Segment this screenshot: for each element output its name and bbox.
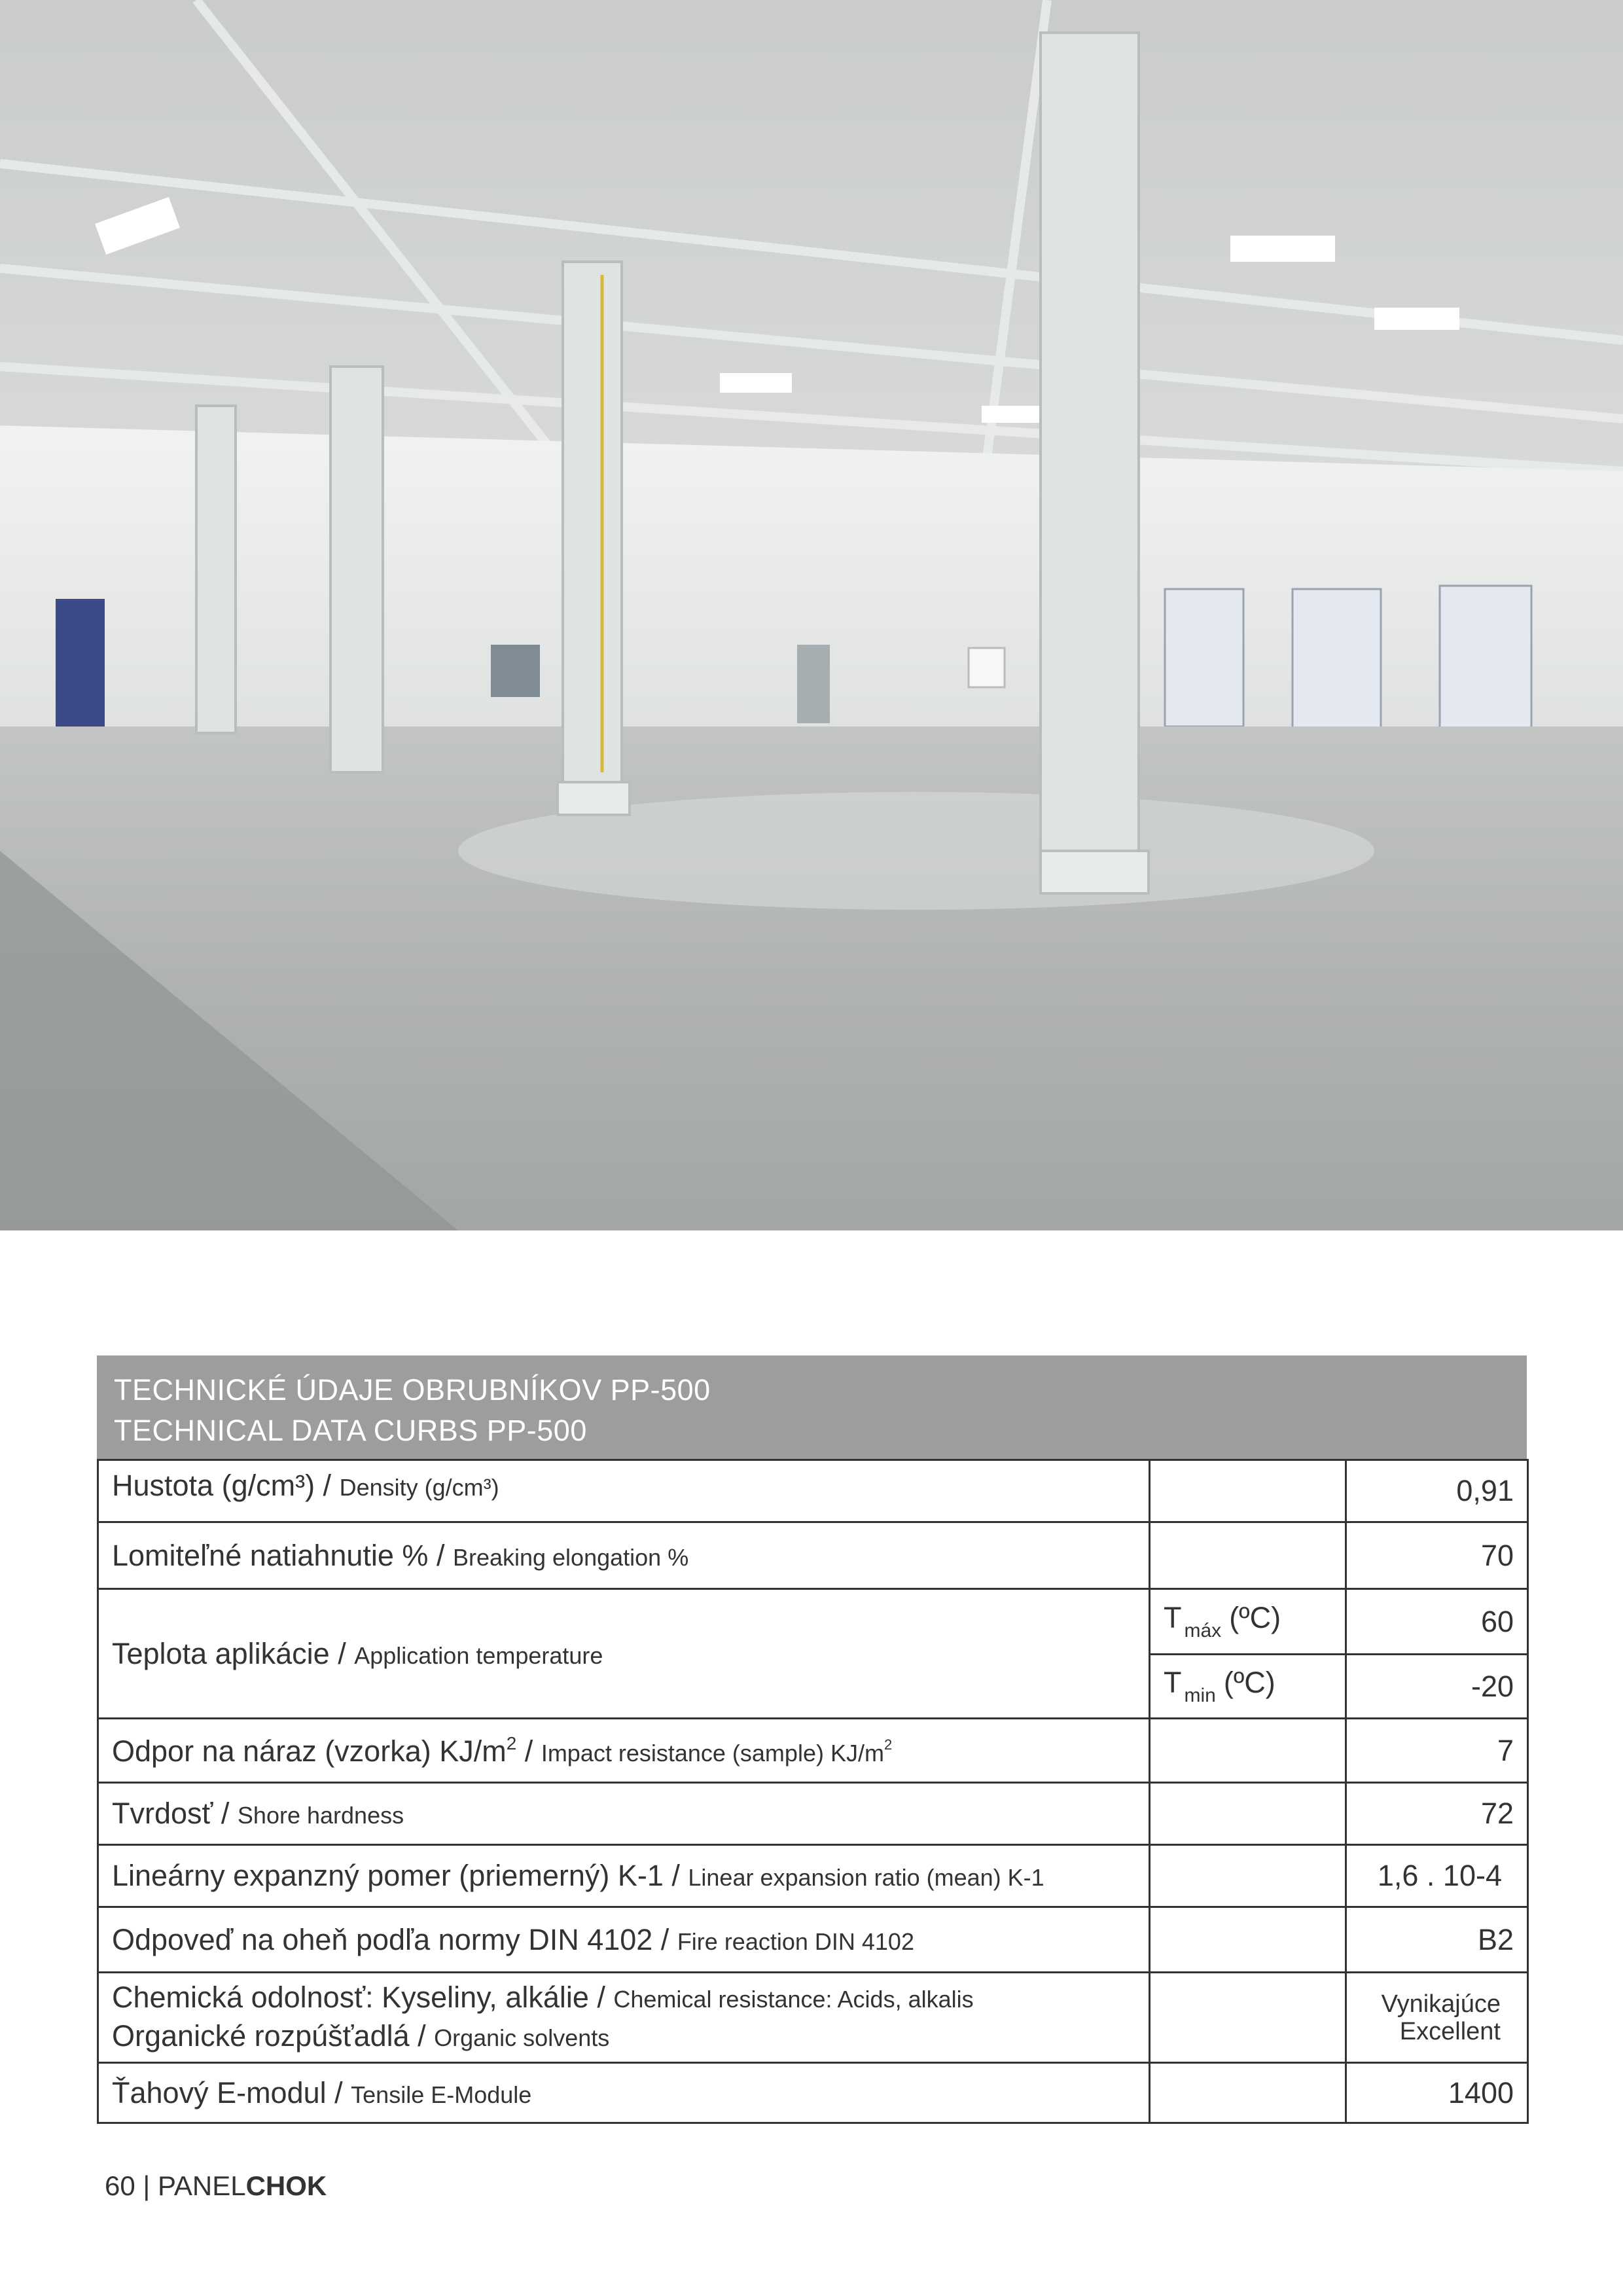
table-title (97, 1355, 1527, 1459)
expansion-value: 1,6 . 10-4 (1346, 1845, 1528, 1907)
table-row (98, 2063, 1528, 2123)
spec-table (97, 1459, 1529, 2124)
fire-label: Odpoveď na oheň podľa normy DIN 4102 / Fire reaction DIN 4102 (98, 1907, 1150, 1973)
page-footer: 60 | PANELCHOK (105, 2170, 327, 2201)
tmin-value: -20 (1346, 1655, 1528, 1719)
fire-value: B2 (1346, 1907, 1528, 1973)
impact-label: Odpor na náraz (vzorka) $KJ/m^2$ / Impact resistance (sample) $KJ/m^2$ (98, 1719, 1150, 1783)
table-row (98, 1522, 1528, 1589)
brand-bold: CHOK (245, 2170, 327, 2201)
tmin-label: T $_{min}$ (ºC) (1150, 1655, 1346, 1719)
table-title-en: TECHNICAL DATA CURBS PP-500 (114, 1414, 587, 1447)
brand-light: PANEL (157, 2170, 246, 2201)
table-row (98, 1460, 1528, 1522)
density-label: Hustota (g/cm³) / Density (g/cm³) (98, 1460, 1150, 1522)
elongation-label: Lomiteľné natiahnutie % / Breaking elongation % (98, 1522, 1150, 1589)
page-number: 60 (105, 2170, 135, 2201)
temperature-label: Teplota aplikácie / Application temperature (98, 1589, 1150, 1719)
impact-value: 7 (1346, 1719, 1528, 1783)
tensile-value: 1400 (1346, 2063, 1528, 2123)
hardness-label: Tvrdosť / Shore hardness (98, 1783, 1150, 1845)
table-row (98, 1719, 1528, 1783)
table-row (98, 1845, 1528, 1907)
chemical-value: Vynikajúce Excellent (1346, 1973, 1528, 2063)
expansion-label: Lineárny expanzný pomer (priemerný) K-1 / Linear expansion ratio (mean) K-1 (98, 1845, 1150, 1907)
hardness-value: 72 (1346, 1783, 1528, 1845)
elongation-value: 70 (1346, 1522, 1528, 1589)
table-title-sk: TECHNICKÉ ÚDAJE OBRUBNÍKOV PP-500 (114, 1373, 711, 1407)
table-row (98, 1973, 1528, 2063)
table-row (98, 1907, 1528, 1973)
tmax-value: 60 (1346, 1589, 1528, 1655)
table-row (98, 1589, 1528, 1655)
table-row (98, 1783, 1528, 1845)
density-value: 0,91 (1346, 1460, 1528, 1522)
tmax-label: T $_{máx}$ (ºC) (1150, 1589, 1346, 1655)
tensile-label: Ťahový E-modul / Tensile E-Module (98, 2063, 1150, 2123)
chemical-label: Chemická odolnosť: Kyseliny, alkálie / Chemical resistance: Acids, alkalis Organické rozpúšťadlá / Organic solvents (98, 1973, 1150, 2063)
technical-data-table (97, 1355, 1527, 2124)
